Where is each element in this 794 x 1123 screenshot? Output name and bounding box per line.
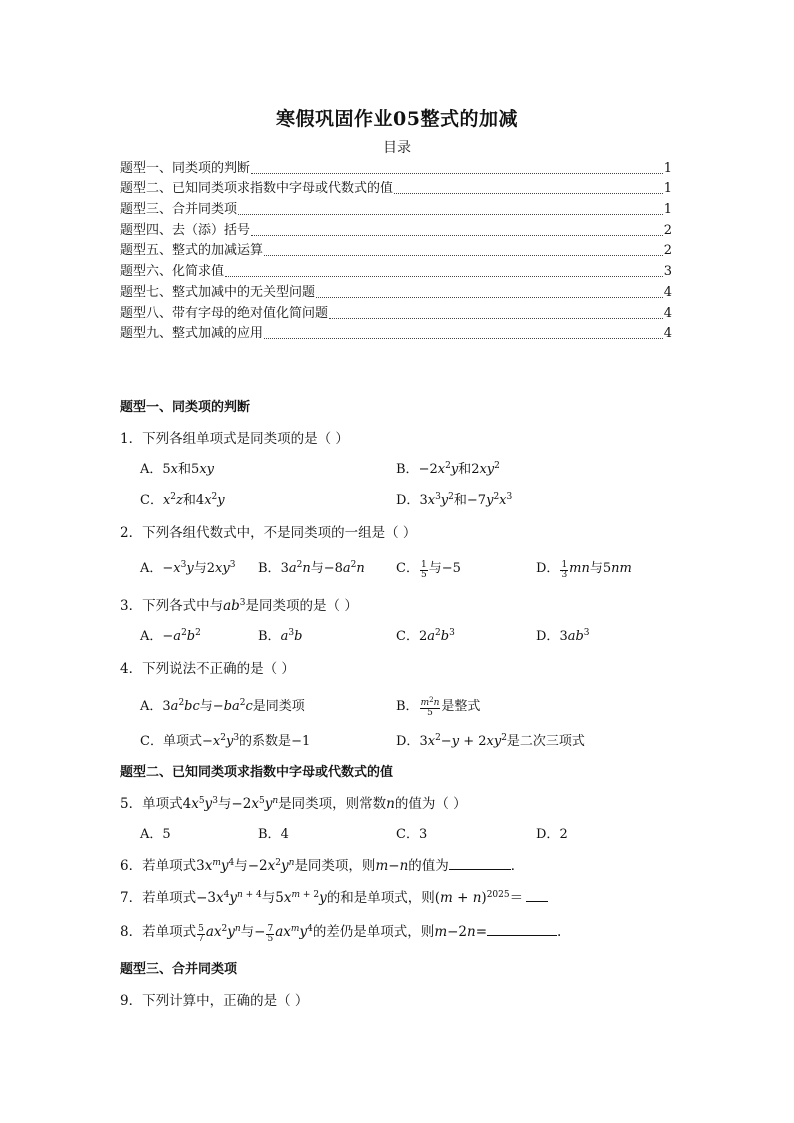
question-5-option-d: D．2 <box>536 827 568 842</box>
toc-entry-label: 题型七、整式加减中的无关型问题 <box>120 284 316 300</box>
toc-entry-page: 1 <box>663 202 672 218</box>
question-4-option-d: D．$3x^2-y + 2xy^2$是二次三项式 <box>396 733 585 749</box>
toc-entry-label: 题型二、已知同类项求指数中字母或代数式的值 <box>120 181 394 197</box>
toc-entry-page: 3 <box>663 264 672 280</box>
question-5-option-a: A．5 <box>140 827 171 842</box>
toc-entry[interactable] <box>120 241 672 262</box>
question-5-stem: 5．单项式$4x^5y^3$与$-2x^5y^n$是同类项，则常数n的值为（ ） <box>120 796 467 812</box>
question-1-option-d: D．$3x^3y^2$和$-7y^2x^3$ <box>396 492 513 508</box>
toc-entry[interactable] <box>120 199 672 220</box>
toc-entry[interactable] <box>120 220 672 241</box>
toc-heading: 目录 <box>383 140 411 156</box>
toc-entry-label: 题型四、去（添）括号 <box>120 222 251 238</box>
question-2-stem: 2．下列各组代数式中，不是同类项的一组是（ ） <box>120 525 417 541</box>
question-1-option-a: A．5x和5xy <box>140 462 214 477</box>
toc-entry-label: 题型八、带有字母的绝对值化简问题 <box>120 305 329 321</box>
toc-entry-label: 题型五、整式的加减运算 <box>120 243 264 259</box>
toc-entry-label: 题型六、化简求值 <box>120 264 225 280</box>
question-1-option-c: C．$x^2z$和$4x^2y$ <box>140 492 225 508</box>
question-4-option-b: B． $\frac{m^2n}{5}$ 是整式 <box>396 696 481 718</box>
answer-blank[interactable] <box>487 923 557 936</box>
page-title: 寒假巩固作业05整式的加减 <box>276 108 518 130</box>
question-8: 8．若单项式 $\frac{5}{7}$ $ax^2y^n$与− $\frac{7}{5}$ $ax^my^4$的差仍是单项式，则m−2n= . <box>120 924 562 944</box>
question-3-option-b: B．$a^3b$ <box>258 628 303 644</box>
question-3-option-c: C．$2a^2b^3$ <box>396 628 455 644</box>
answer-blank[interactable] <box>526 889 548 902</box>
answer-blank[interactable] <box>449 857 511 870</box>
table-of-contents <box>120 158 672 344</box>
toc-entry-label: 题型一、同类项的判断 <box>120 160 251 176</box>
question-3-stem: 3．下列各式中与$ab^3$是同类项的是（ ） <box>120 598 358 614</box>
toc-entry-label: 题型三、合并同类项 <box>120 202 238 218</box>
toc-entry[interactable] <box>120 324 672 345</box>
question-5-option-b: B．4 <box>258 827 289 842</box>
toc-entry-page: 4 <box>663 284 672 300</box>
toc-entry-page: 4 <box>663 326 672 342</box>
toc-entry[interactable] <box>120 282 672 303</box>
toc-entry-page: 1 <box>663 181 672 197</box>
question-7: 7．若单项式$-3x^4y^{n + 4}$与$5x^{m + 2}y$的和是单项式，则$(m + n)^{2025}=$ <box>120 886 794 906</box>
question-4-option-c: C．单项式$-x^2y^3$的系数是−1 <box>140 733 311 749</box>
section-heading-1: 题型一、同类项的判断 <box>120 400 251 415</box>
toc-entry[interactable] <box>120 179 672 200</box>
toc-entry-page: 2 <box>663 243 672 259</box>
toc-entry-page: 1 <box>663 160 672 176</box>
section-heading-2: 题型二、已知同类项求指数中字母或代数式的值 <box>120 765 394 780</box>
toc-entry-page: 2 <box>663 222 672 238</box>
section-heading-3: 题型三、合并同类项 <box>120 962 238 977</box>
question-3-option-d: D．$3ab^3$ <box>536 628 590 644</box>
question-3-option-a: A．$-a^2b^2$ <box>140 628 201 644</box>
toc-entry-page: 4 <box>663 305 672 321</box>
question-5-option-c: C．3 <box>396 827 428 842</box>
question-4-option-a: A．$3a^2bc$与$-ba^2c$是同类项 <box>140 698 305 714</box>
question-6: 6．若单项式$3x^my^4$与$-2x^2y^n$是同类项，则m−n的值为 ． <box>120 858 525 874</box>
question-4-stem: 4．下列说法不正确的是（ ） <box>120 661 295 677</box>
toc-entry[interactable] <box>120 261 672 282</box>
question-2-option-b: B．$3a^2n$与$-8a^2n$ <box>258 560 365 576</box>
question-1-stem: 1．下列各组单项式是同类项的是（ ） <box>120 431 349 447</box>
question-1-option-b: B．$-2x^2y$和$2xy^2$ <box>396 461 500 477</box>
toc-entry-label: 题型九、整式加减的应用 <box>120 326 264 342</box>
toc-entry[interactable] <box>120 303 672 324</box>
question-2-option-d: D． $\frac{1}{3}$ mn与5nm <box>536 560 632 580</box>
question-2-option-a: A．$-x^3y$与$2xy^3$ <box>140 560 236 576</box>
question-9-stem: 9．下列计算中，正确的是（ ） <box>120 993 309 1009</box>
question-2-option-c: C． $\frac{1}{5}$ 与−5 <box>396 560 461 580</box>
toc-entry[interactable] <box>120 158 672 179</box>
